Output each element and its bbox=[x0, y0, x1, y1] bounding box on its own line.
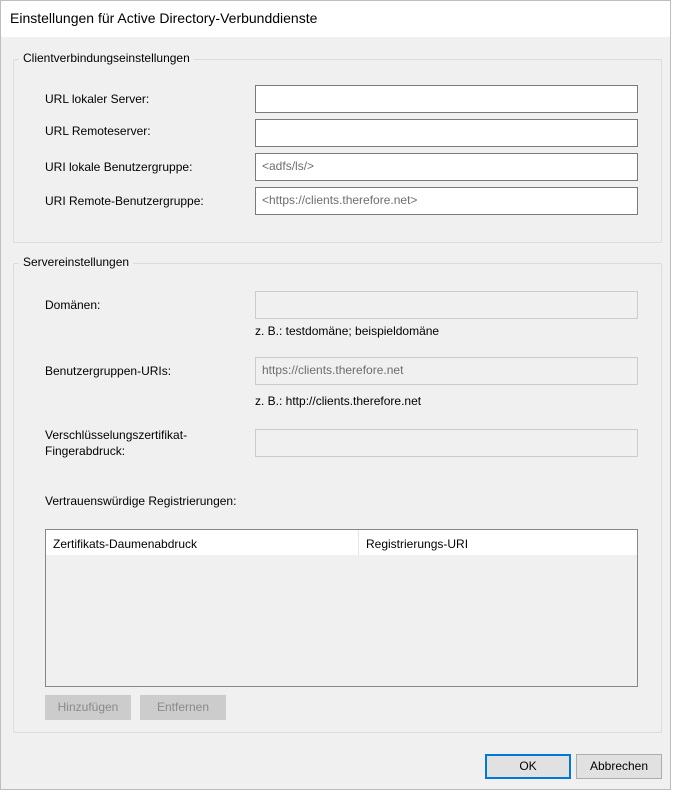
trusted-registrations-label: Vertrauenswürdige Registrierungen: bbox=[45, 494, 237, 508]
window-title: Einstellungen für Active Directory-Verbunddienste bbox=[10, 10, 318, 26]
remote-server-label: URL Remoteserver: bbox=[45, 124, 151, 138]
cert-label-line2: Fingerabdruck: bbox=[45, 444, 126, 458]
cancel-button[interactable]: Abbrechen bbox=[576, 754, 662, 779]
server-settings-legend: Servereinstellungen bbox=[19, 255, 133, 269]
local-group-input[interactable]: <adfs/ls/> bbox=[255, 153, 638, 181]
cert-thumbprint-input[interactable] bbox=[255, 429, 638, 457]
remote-server-input[interactable] bbox=[255, 119, 638, 147]
user-group-uris-input[interactable]: https://clients.therefore.net bbox=[255, 357, 638, 385]
ok-button[interactable]: OK bbox=[485, 754, 571, 779]
table-header bbox=[46, 530, 637, 555]
remote-group-input[interactable]: <https://clients.therefore.net> bbox=[255, 187, 638, 215]
remove-button[interactable]: Entfernen bbox=[140, 695, 226, 720]
domains-input[interactable] bbox=[255, 291, 638, 319]
client-settings-legend: Clientverbindungseinstellungen bbox=[19, 51, 194, 65]
remote-group-label: URI Remote-Benutzergruppe: bbox=[45, 194, 204, 208]
domains-hint: z. B.: testdomäne; beispieldomäne bbox=[255, 324, 440, 338]
local-server-label: URL lokaler Server: bbox=[45, 92, 150, 106]
column-header-thumbprint[interactable]: Zertifikats-Daumenabdruck bbox=[46, 530, 359, 555]
user-group-uris-label: Benutzergruppen-URIs: bbox=[45, 364, 172, 378]
cert-label-line1: Verschlüsselungszertifikat- bbox=[45, 428, 188, 442]
local-group-label: URI lokale Benutzergruppe: bbox=[45, 160, 193, 174]
domains-label: Domänen: bbox=[45, 298, 101, 312]
local-server-input[interactable] bbox=[255, 85, 638, 113]
title-bar[interactable] bbox=[1, 1, 670, 37]
add-button[interactable]: Hinzufügen bbox=[45, 695, 131, 720]
user-group-uris-hint: z. B.: http://clients.therefore.net bbox=[255, 394, 422, 408]
column-header-registration-uri[interactable]: Registrierungs-URI bbox=[366, 537, 469, 551]
trusted-registrations-table[interactable] bbox=[45, 529, 638, 687]
